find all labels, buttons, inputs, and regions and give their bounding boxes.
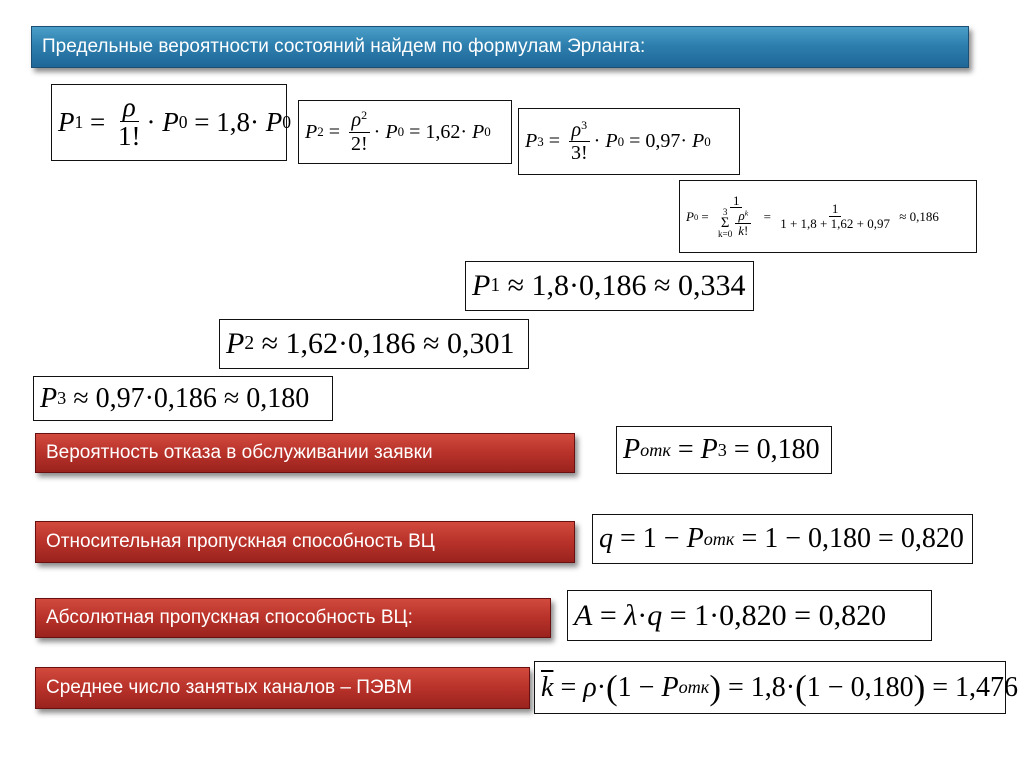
k-val: 0,180 <box>850 671 914 703</box>
q-result: 0,820 <box>900 523 964 554</box>
potk-result: 0,180 <box>756 434 820 465</box>
formula-p1-value: P 1 ≈ 1,8 · 0,186 ≈ 0,334 <box>465 261 754 311</box>
k-result: 1,476 <box>955 671 1019 703</box>
formula-p2-general: P 2 = $\frac{\rho^2}{2!}$ · P 0 = 1,62 · P 0 <box>298 100 512 164</box>
p1v-a: 1,8 <box>531 269 570 302</box>
p2-den: 2! <box>351 132 368 155</box>
absolute-label: Абсолютная пропускная способность ВЦ: <box>46 607 413 628</box>
potk-sub: отк <box>640 439 671 460</box>
formula-p2-value: P 2 ≈ 1,62 · 0,186 ≈ 0,301 <box>219 319 529 369</box>
p0-denom: 1 + 1,8 + 1,62 + 0,97 <box>780 215 890 231</box>
k-coef: 1,8 <box>750 671 786 703</box>
p2v-b: 0,186 <box>348 327 416 360</box>
refusal-label: Вероятность отказа в обслуживании заявки <box>46 442 433 463</box>
q-val: 0,180 <box>808 523 872 554</box>
refusal-banner <box>35 433 575 473</box>
formula-p1-general: P 1 = $\frac{\rho}{1!}$ · P 0 = 1,8 · P 0 <box>51 84 287 161</box>
formula-p0: P 0 = 1 3 Σ k=0 $\frac{\rho^k}{k!}$ = $\frac{1}{1 + 1,8 + 1,62 + 0,97}$ ≈ 0,186 <box>679 180 977 253</box>
q-one: 1 <box>642 523 657 554</box>
formula-A: A = λ · q = 1 · 0,820 = 0,820 <box>567 590 932 641</box>
p2-coef: 1,62 <box>425 120 461 143</box>
relative-label: Относительная пропускная способность ВЦ <box>46 531 435 552</box>
p3-coef: 0,97 <box>645 130 681 152</box>
p1-coef: 1,8 <box>216 107 250 137</box>
formula-p3-general: P 3 = $\frac{\rho^3}{3!}$ · P 0 = 0,97 · P 0 <box>518 108 740 175</box>
p3v-result: 0,180 <box>246 382 310 414</box>
formula-q: q = 1 − P отк = 1 − 0,180 = 0,820 <box>592 514 973 564</box>
A-one: 1 <box>694 598 710 632</box>
q-sub: отк <box>703 528 735 549</box>
p0-value: 0,186 <box>909 208 939 224</box>
p3-den: 3! <box>571 142 588 165</box>
p1v-b: 0,186 <box>579 269 647 302</box>
relative-banner <box>35 521 575 563</box>
sum-upper: 3 <box>722 207 728 218</box>
average-banner <box>35 667 530 709</box>
k-sub: отк <box>678 677 710 697</box>
A-result: 0,820 <box>818 598 887 632</box>
title-banner <box>31 26 969 68</box>
p0-num-1: 1 <box>730 194 743 209</box>
formula-p3-value: P 3 ≈ 0,97 · 0,186 ≈ 0,180 <box>33 376 333 421</box>
absolute-banner <box>35 598 551 638</box>
A-val: 0,820 <box>719 598 787 632</box>
p2v-result: 0,301 <box>447 327 515 360</box>
average-label: Среднее число занятых каналов – ПЭВМ <box>46 677 413 698</box>
formula-p-otk: P отк = P 3 = 0,180 <box>616 426 832 474</box>
page-title: Предельные вероятности состояний найдем по формулам Эрланга: <box>42 36 646 57</box>
p3v-a: 0,97 <box>95 382 145 414</box>
p2v-a: 1,62 <box>285 327 339 360</box>
p3v-b: 0,186 <box>153 382 217 414</box>
p2-pow: 2 <box>361 108 368 123</box>
p3-pow: 3 <box>581 117 588 132</box>
sum-lower: k=0 <box>718 229 733 240</box>
p1v-result: 0,334 <box>678 269 746 302</box>
formula-k: $\overline{k}$ = ρ · ( 1 − P отк ) = 1,8 · ( 1 − 0,180 ) = 1,476 <box>534 661 1006 714</box>
